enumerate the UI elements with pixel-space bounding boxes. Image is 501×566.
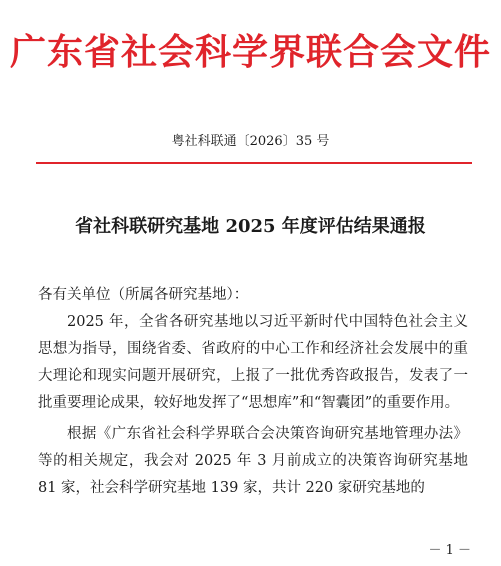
document-body xyxy=(38,282,468,502)
red-divider-line xyxy=(36,162,472,164)
body-paragraph-1: 2025 年，全省各研究基地以习近平新时代中国特色社会主义思想为指导，围绕省委、省政府的中心工作和经济社会发展中的重大理论和现实问题开展研究，上报了一批优秀咨政报告，发表了一批重要理论成果，较好地发挥了“思想库”和“智囊团”的重要作用。 xyxy=(38,314,468,411)
org-header-title: 广东省社会科学界联合会文件 xyxy=(9,31,491,73)
page-number: － 1 － xyxy=(428,543,471,558)
document-title: 省社科联研究基地 2025 年度评估结果通报 xyxy=(75,216,426,237)
document-number: 粤社科联通〔2026〕35 号 xyxy=(171,134,330,149)
salutation: 各有关单位（所属各研究基地）： xyxy=(38,287,249,303)
body-paragraph-2: 根据《广东省社会科学界联合会决策咨询研究基地管理办法》等的相关规定，我会对 2025 年 3 月前成立的决策咨询研究基地 81 家，社会科学研究基地 139 家，共计 220 家研究基地的 xyxy=(38,426,468,496)
